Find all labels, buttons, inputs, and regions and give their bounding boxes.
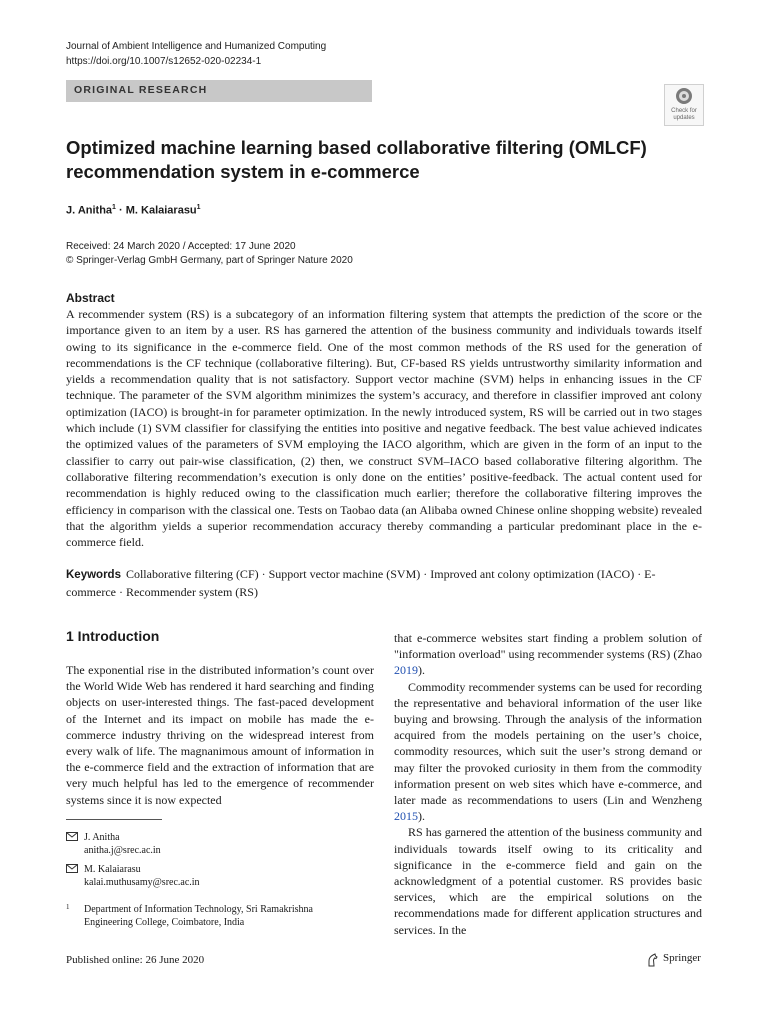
- footnote-affiliation: [66, 903, 386, 931]
- envelope-icon: [66, 832, 78, 841]
- footnote-author-2: [66, 863, 386, 891]
- doi-link[interactable]: https://doi.org/10.1007/s12652-020-02234-1: [66, 56, 262, 67]
- keywords-label: Keywords: [66, 569, 121, 581]
- abstract-heading: Abstract: [66, 291, 115, 305]
- article-type-label: ORIGINAL RESEARCH: [74, 84, 208, 96]
- paragraph-text: ).: [418, 663, 425, 678]
- check-for-updates-icon: [676, 88, 692, 104]
- affiliation-marker: 1: [196, 204, 201, 211]
- footnote-author-email[interactable]: anitha.j@srec.ac.in: [84, 845, 161, 856]
- abstract-text: A recommender system (RS) is a subcategory of an information filtering system that attempts the prediction of the score or the importance given to an item by a user. RS has garnered the attention of the business community and individuals towards itself owing to its significance in the e-commerce field. One of the most common methods of the RS used for the generation of recommendations is the CF technique (collaborative filtering). But, CF-based RS yields untrustworthy similarity information and yields a recommendation quality that is not satisfactory. Support vector machine (SVM) helps in enhancing issues in the CF technique. The parameter of the SVM algorithm minimizes the system’s accuracy, and therefore in classifier improved ant colony optimization (IACO) is brought-in for parameter optimization. In the newly introduced system, RS will be carried out in two stages which include (1) SVM classifier for classifying the entities into positive and negative feedback. The best value achieved indicates the optimized values of the parameters of SVM employing the IACO algorithm, which are given in the form of an input to the classifier to carry out pair-wise classification, (2) then, we construct SVM–IACO based collaborative filtering algorithm. The collaborative filtering recommendation’s execution is only done on the entities’ positive-feedback. The actual content used for recommendation is highly reduced owing to the classification much earlier; therefore the collaborative filtering improves the efficiency in comparison with the classical one. Tests on Taobao data (an Alibaba owned Chinese online shopping website) revealed that the algorithm yields a superior recommendation accuracy thereby commanding a particular predominant place in the e-commerce field.: [66, 307, 702, 550]
- author-name[interactable]: M. Kalaiarasu: [125, 204, 197, 217]
- footnote-author-name: J. Anitha: [84, 832, 120, 843]
- paper-title: Optimized machine learning based collaborative filtering (OMLCF) recommendation system in e-commerce: [66, 137, 647, 182]
- intro-paragraph: [394, 630, 702, 679]
- author-list: [66, 204, 201, 217]
- intro-paragraph: RS has garnered the attention of the business community and individuals towards itself owing to its criticality and significance in the e-commerce field and gain on the acknowledgment of a potential customer. RS provides basic services, which are the empirical solutions on the recommendations made for different application structures and services. In the: [394, 825, 702, 937]
- published-online-date: Published online: 26 June 2020: [66, 954, 205, 966]
- footnote-author-name: M. Kalaiarasu: [84, 864, 141, 875]
- publisher-name: Springer: [663, 952, 701, 964]
- citation-link[interactable]: 2015: [394, 809, 418, 824]
- footnote-rule: [66, 819, 162, 820]
- keywords-text: Collaborative filtering (CF) · Support vector machine (SVM) · Improved ant colony optimization (IACO) · E-commerce · Recommender system (RS): [66, 567, 656, 599]
- envelope-icon: [66, 864, 78, 873]
- citation-link[interactable]: 2019: [394, 663, 418, 678]
- intro-paragraph: [394, 679, 702, 825]
- check-for-updates-badge[interactable]: [664, 84, 704, 126]
- affiliation-number: 1: [66, 903, 70, 911]
- springer-horse-icon: [646, 953, 659, 967]
- journal-name: Journal of Ambient Intelligence and Humanized Computing: [66, 41, 327, 52]
- author-name[interactable]: J. Anitha: [66, 204, 113, 217]
- affiliation-line: Department of Information Technology, Sri Ramakrishna: [84, 904, 313, 915]
- author-separator: ·: [115, 204, 126, 217]
- footnote-author-email[interactable]: kalai.muthusamy@srec.ac.in: [84, 877, 200, 888]
- copyright-line: © Springer-Verlag GmbH Germany, part of Springer Nature 2020: [66, 255, 353, 266]
- intro-right-column: [394, 630, 702, 938]
- paragraph-text: Commodity recommender systems can be used for recording the representative and behavioral information of the user like buying and browsing. Through the analysis of the information acquired from the models pertaining on the user’s choice, commodity resources, which suit the user’s strong demand or may filter the provoked curiosity in them from the commodity information present on web sites which have e-commerce, and later made as recommendations to users (Lin and Wenzheng: [394, 679, 702, 808]
- intro-paragraph: The exponential rise in the distributed information’s count over the World Wide Web has rendered it hard searching and finding objects on user-interested things. The fast-paced development of the Internet and its impact on mobile has made the e-commerce industry thriving on the widespread interest from every walk of life. The magnanimous amount of information in the e-commerce field and the extraction of information that are very much helpful has led to the emergence of recommender systems since it is now expected: [66, 663, 374, 807]
- badge-text-line2: updates: [673, 115, 695, 121]
- received-accepted-dates: Received: 24 March 2020 / Accepted: 17 June 2020: [66, 241, 296, 252]
- article-type-bar: [66, 80, 372, 102]
- badge-text-line1: Check for: [671, 108, 697, 114]
- section-heading-introduction: 1 Introduction: [66, 628, 160, 644]
- affiliation-line: Engineering College, Coimbatore, India: [84, 917, 245, 928]
- footnote-author-1: [66, 831, 386, 859]
- paragraph-text: ).: [418, 809, 425, 824]
- keywords: [66, 566, 702, 600]
- intro-left-column: [66, 662, 374, 808]
- affiliation-marker: 1: [112, 204, 116, 211]
- paragraph-text: that e-commerce websites start finding a problem solution of "information overload" using recommender systems (RS) (Zhao: [394, 631, 702, 662]
